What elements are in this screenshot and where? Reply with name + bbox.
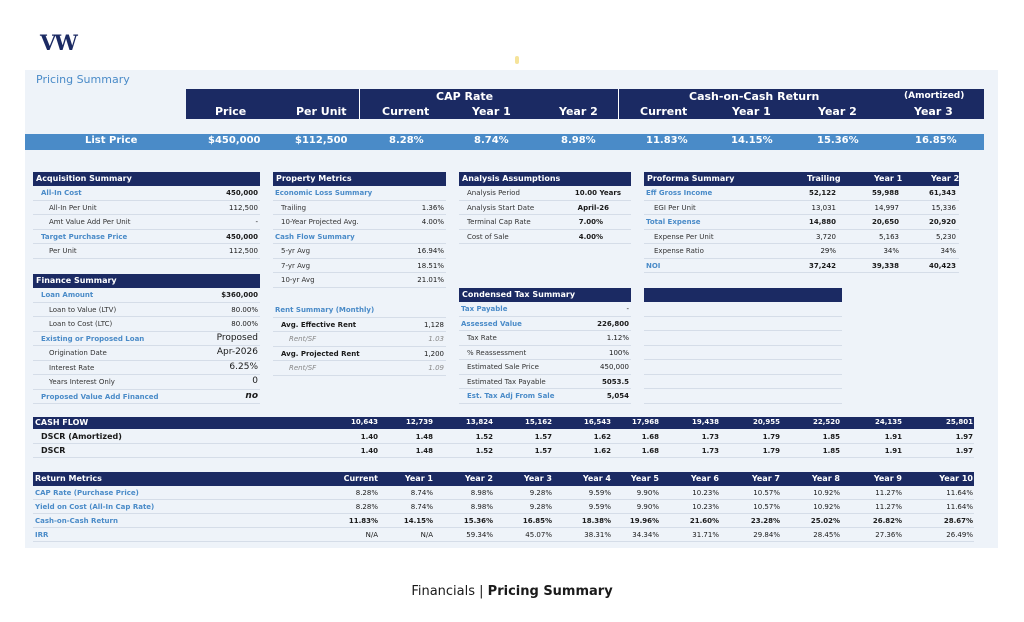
- rent-summary: [273, 303, 446, 376]
- dscr-value: 1.91: [884, 447, 902, 455]
- row-label: Existing or Proposed Loan: [41, 334, 145, 343]
- row-label: Terminal Cap Rate: [467, 218, 531, 226]
- blank-row: [644, 331, 842, 346]
- accent-mark: [515, 56, 519, 64]
- dscr-value: 1.91: [884, 433, 902, 441]
- return-metric-value: 11.64%: [946, 503, 973, 511]
- return-metric-value: 16.85%: [522, 517, 552, 525]
- list-price-value: $450,000: [208, 135, 261, 146]
- proforma-title: Proforma Summary: [647, 174, 735, 183]
- row-value: 52,122: [808, 189, 836, 197]
- row-label: Loan Amount: [41, 291, 94, 299]
- return-metric-value: 14.15%: [403, 517, 433, 525]
- row-value: 20,920: [928, 218, 956, 226]
- cash-flow-value: 13,824: [465, 418, 493, 426]
- cash-flow-value: 10,643: [350, 418, 378, 426]
- return-metric-value: 11.83%: [348, 517, 378, 525]
- row-label: Economic Loss Summary: [275, 189, 373, 197]
- footer-page: Pricing Summary: [487, 584, 613, 599]
- row-value: 1.03: [428, 335, 444, 343]
- dscr-value: 1.68: [641, 433, 659, 441]
- row-value: $360,000: [221, 291, 258, 299]
- return-metric-value: 9.28%: [529, 503, 552, 511]
- return-metric-value: 9.90%: [636, 503, 659, 511]
- blank-summary: [644, 288, 842, 404]
- company-logo: VW: [40, 30, 76, 55]
- coc-group-label: Cash-on-Cash Return: [689, 90, 820, 103]
- row-label: DSCR: [41, 446, 66, 455]
- property-metrics: [273, 172, 446, 288]
- list-price-row: [25, 134, 984, 150]
- return-metric-value: 11.27%: [875, 489, 902, 497]
- return-metric-column: Year 4: [582, 474, 611, 483]
- row-value: 16.94%: [417, 247, 444, 255]
- row-label: Expense Per Unit: [654, 232, 714, 241]
- divider: [618, 89, 619, 119]
- dscr-value: 1.73: [701, 433, 719, 441]
- row-value: 100%: [608, 348, 629, 357]
- row-label: Trailing: [281, 203, 307, 212]
- dscr-value: 1.40: [360, 433, 378, 441]
- dscr-value: 1.97: [955, 447, 973, 455]
- row-label: Avg. Effective Rent: [281, 320, 357, 329]
- return-metric-value: 10.57%: [753, 503, 780, 511]
- dscr-value: 1.48: [415, 433, 433, 441]
- cash-flow-value: 22,520: [812, 418, 840, 426]
- row-label: 7-yr Avg: [281, 261, 311, 270]
- row-label: Tax Rate: [467, 334, 497, 342]
- row-value: 80.00%: [231, 305, 258, 314]
- col-per-unit: Per Unit: [296, 105, 347, 118]
- return-metric-value: 23.28%: [750, 517, 780, 525]
- row-value: 6.25%: [229, 361, 258, 372]
- row-label: Amt Value Add Per Unit: [49, 218, 131, 226]
- row-label: Analysis Start Date: [467, 203, 535, 212]
- dscr-value: 1.57: [534, 433, 552, 441]
- return-metric-value: 18.38%: [581, 517, 611, 525]
- row-value: 112,500: [229, 247, 258, 255]
- row-value: 5053.5: [601, 377, 629, 386]
- row-label: Loan to Cost (LTC): [49, 320, 113, 328]
- analysis-assumptions: [459, 172, 631, 244]
- section-title: Analysis Assumptions: [459, 172, 631, 186]
- row-label: Rent/SF: [289, 364, 317, 372]
- section-title: Property Metrics: [273, 172, 446, 186]
- section-title: Acquisition Summary: [33, 172, 260, 186]
- list-price-label: List Price: [85, 135, 138, 146]
- cash-flow-value: 17,968: [631, 418, 659, 426]
- dscr-amortized-row: [33, 430, 974, 444]
- page-footer: [0, 584, 1024, 599]
- row-value: 450,000: [600, 363, 629, 371]
- row-label: % Reassessment: [467, 348, 527, 357]
- return-metric-value: 26.82%: [872, 517, 902, 525]
- finance-summary: [33, 274, 260, 404]
- return-metric-value: 8.28%: [355, 503, 378, 511]
- page-title: Pricing Summary: [36, 73, 130, 86]
- blank-row: [644, 375, 842, 390]
- return-metric-value: 8.28%: [355, 489, 378, 497]
- dscr-value: 1.79: [762, 447, 780, 455]
- row-label: 10-Year Projected Avg.: [281, 218, 359, 226]
- row-label: DSCR (Amortized): [41, 432, 122, 441]
- section-title: [644, 288, 842, 302]
- cap-current-value: 8.28%: [389, 135, 424, 146]
- irr-row: [33, 528, 974, 542]
- blank-row: [644, 389, 842, 404]
- row-label: CAP Rate (Purchase Price): [35, 489, 139, 497]
- coc-year3-value: 16.85%: [915, 135, 957, 146]
- list-price-per-unit: $112,500: [295, 135, 348, 146]
- return-metric-column: Year 10: [939, 474, 973, 483]
- return-metric-column: Year 3: [523, 474, 552, 483]
- cash-flow-value: 20,955: [752, 418, 780, 426]
- yield-on-cost-row: [33, 500, 974, 514]
- return-metric-value: 45.07%: [525, 531, 552, 539]
- row-label: Avg. Projected Rent: [281, 349, 360, 358]
- row-value: 450,000: [226, 232, 258, 241]
- return-metric-value: 27.36%: [875, 531, 902, 539]
- cash-flow-value: 19,438: [691, 418, 719, 426]
- row-label: All-In Per Unit: [49, 203, 97, 212]
- col-year1: Year 1: [874, 174, 903, 183]
- row-value: -: [255, 218, 258, 226]
- row-value: 10.00 Years: [574, 189, 621, 197]
- cap-rate-row: [33, 486, 974, 500]
- blank-row: [644, 360, 842, 375]
- return-metric-value: 10.23%: [692, 489, 719, 497]
- dscr-row: [33, 444, 974, 458]
- row-label: Yield on Cost (All-In Cap Rate): [35, 503, 155, 511]
- blank-row: [644, 302, 842, 317]
- return-metric-value: 21.60%: [689, 517, 719, 525]
- return-metric-column: Year 2: [464, 474, 493, 483]
- return-metric-value: 8.98%: [470, 503, 493, 511]
- cap-year1-value: 8.74%: [474, 135, 509, 146]
- cash-flow-value: 15,162: [524, 418, 552, 426]
- return-metric-value: 19.96%: [629, 517, 659, 525]
- col-cap-current: Current: [382, 105, 430, 118]
- acquisition-summary: [33, 172, 260, 259]
- row-label: Expense Ratio: [654, 247, 704, 255]
- dscr-value: 1.40: [360, 447, 378, 455]
- row-value: 59,988: [871, 189, 899, 197]
- return-metric-value: 9.59%: [588, 489, 611, 497]
- col-coc-year3: Year 3: [914, 105, 953, 118]
- row-label: 5-yr Avg: [281, 247, 311, 255]
- row-value: 0: [252, 376, 258, 386]
- row-label: Proposed Value Add Financed: [41, 392, 159, 401]
- row-value: 34%: [940, 247, 956, 255]
- return-metric-value: 28.67%: [943, 517, 973, 525]
- row-value: no: [245, 390, 258, 401]
- return-metric-value: 29.84%: [753, 531, 780, 539]
- tax-summary: [459, 288, 631, 404]
- coc-year1-value: 14.15%: [731, 135, 773, 146]
- col-price: Price: [215, 105, 247, 118]
- row-value: 29%: [820, 247, 836, 255]
- blank-row: [644, 317, 842, 332]
- row-value: 1,128: [423, 320, 444, 329]
- row-value: 34%: [883, 247, 899, 255]
- return-metric-value: 11.27%: [875, 503, 902, 511]
- return-metric-value: 10.57%: [753, 489, 780, 497]
- row-value: 39,338: [871, 261, 899, 270]
- dscr-value: 1.52: [475, 447, 493, 455]
- row-value: 18.51%: [417, 261, 444, 270]
- return-metric-value: 25.02%: [810, 517, 840, 525]
- row-label: Estimated Sale Price: [467, 363, 539, 371]
- return-metric-value: N/A: [365, 531, 378, 539]
- dscr-value: 1.62: [593, 433, 611, 441]
- return-metric-value: 8.74%: [410, 503, 433, 511]
- row-value: 5,230: [935, 232, 956, 241]
- return-metric-value: 10.23%: [692, 503, 719, 511]
- return-metric-column: Year 6: [690, 474, 719, 483]
- row-label: 10-yr Avg: [281, 276, 315, 284]
- row-value: 450,000: [226, 189, 258, 197]
- row-value: 1.12%: [606, 334, 629, 342]
- row-label: Cost of Sale: [467, 232, 509, 241]
- return-metric-column: Year 7: [751, 474, 780, 483]
- row-label: Loan to Value (LTV): [49, 305, 117, 314]
- coc-return-row: [33, 514, 974, 528]
- return-metric-column: Year 1: [404, 474, 433, 483]
- coc-current-value: 11.83%: [646, 135, 688, 146]
- dscr-value: 1.62: [593, 447, 611, 455]
- blank-row: [644, 346, 842, 361]
- row-value: 5,054: [606, 392, 629, 400]
- return-metric-value: 9.59%: [588, 503, 611, 511]
- col-coc-year2: Year 2: [818, 105, 857, 118]
- cash-flow-value: 25,801: [945, 418, 973, 426]
- row-value: 7.00%: [578, 218, 603, 226]
- row-label: Rent/SF: [289, 335, 317, 343]
- row-value: 80.00%: [231, 320, 258, 328]
- dscr-value: 1.85: [822, 447, 840, 455]
- dscr-value: 1.68: [641, 447, 659, 455]
- row-value: 4.00%: [421, 218, 444, 226]
- row-label: Analysis Period: [467, 189, 520, 197]
- col-cap-year1: Year 1: [472, 105, 511, 118]
- row-value: 61,343: [928, 189, 956, 197]
- return-metric-value: 15.36%: [463, 517, 493, 525]
- row-label: Cash-on-Cash Return: [35, 517, 118, 525]
- amortized-label: (Amortized): [904, 91, 965, 101]
- row-label: Target Purchase Price: [41, 232, 128, 241]
- return-metric-value: 59.34%: [466, 531, 493, 539]
- cash-flow-title: CASH FLOW: [35, 418, 89, 427]
- dscr-value: 1.73: [701, 447, 719, 455]
- row-label: Origination Date: [49, 349, 107, 357]
- return-metric-value: 8.98%: [470, 489, 493, 497]
- section-title: Condensed Tax Summary: [459, 288, 631, 302]
- row-label: IRR: [35, 531, 49, 539]
- section-title: Rent Summary (Monthly): [275, 306, 375, 314]
- return-metric-column: Year 9: [873, 474, 902, 483]
- row-label: Total Expense: [646, 218, 701, 226]
- row-label: Tax Payable: [461, 305, 508, 313]
- return-metric-value: 10.92%: [813, 503, 840, 511]
- return-metric-value: 34.34%: [632, 531, 659, 539]
- dscr-value: 1.97: [955, 433, 973, 441]
- row-label: Estimated Tax Payable: [467, 377, 546, 386]
- cap-year2-value: 8.98%: [561, 135, 596, 146]
- proforma-summary: [644, 172, 959, 273]
- footer-section: Financials |: [411, 584, 484, 599]
- row-value: 1,200: [423, 349, 444, 358]
- row-value: 13,031: [811, 203, 836, 212]
- col-coc-current: Current: [640, 105, 688, 118]
- row-value: 21.01%: [417, 276, 444, 284]
- row-value: 14,880: [808, 218, 836, 226]
- cash-flow-value: 24,135: [874, 418, 902, 426]
- row-value: 226,800: [597, 319, 629, 328]
- pricing-header: [186, 89, 984, 119]
- row-label: Assessed Value: [461, 319, 522, 328]
- row-label: Interest Rate: [49, 363, 95, 372]
- return-metric-column: Current: [343, 474, 378, 483]
- return-metric-value: 9.28%: [529, 489, 552, 497]
- cap-rate-group-label: CAP Rate: [436, 90, 494, 103]
- row-value: 1.36%: [421, 203, 444, 212]
- return-metric-value: 9.90%: [636, 489, 659, 497]
- return-metric-value: N/A: [420, 531, 433, 539]
- return-metrics-title: Return Metrics: [35, 474, 102, 483]
- row-value: Apr-2026: [216, 347, 258, 357]
- row-value: 4.00%: [578, 232, 603, 241]
- row-value: -: [626, 305, 629, 313]
- return-metric-value: 10.92%: [813, 489, 840, 497]
- return-metric-value: 31.71%: [692, 531, 719, 539]
- row-label: Eff Gross Income: [646, 189, 713, 197]
- row-value: Proposed: [216, 332, 258, 343]
- dscr-value: 1.79: [762, 433, 780, 441]
- col-cap-year2: Year 2: [559, 105, 598, 118]
- section-title: Finance Summary: [33, 274, 260, 288]
- dscr-value: 1.52: [475, 433, 493, 441]
- divider: [359, 89, 360, 119]
- row-label: Cash Flow Summary: [275, 232, 355, 241]
- col-coc-year1: Year 1: [732, 105, 771, 118]
- cash-flow-header: [33, 417, 974, 429]
- dscr-value: 1.85: [822, 433, 840, 441]
- row-value: 5,163: [878, 232, 899, 241]
- dscr-value: 1.48: [415, 447, 433, 455]
- return-metric-value: 28.45%: [813, 531, 840, 539]
- return-metrics-header: [33, 472, 974, 486]
- return-metric-column: Year 8: [811, 474, 840, 483]
- dscr-value: 1.57: [534, 447, 552, 455]
- return-metric-column: Year 5: [630, 474, 659, 483]
- row-label: Per Unit: [49, 247, 77, 255]
- return-metric-value: 8.74%: [410, 489, 433, 497]
- row-value: April-26: [577, 203, 609, 212]
- return-metric-value: 26.49%: [946, 531, 973, 539]
- row-label: NOI: [646, 261, 661, 270]
- cash-flow-value: 12,739: [405, 418, 433, 426]
- section-title: [644, 172, 959, 186]
- row-label: EGI Per Unit: [654, 203, 696, 212]
- row-value: 3,720: [815, 232, 836, 241]
- row-label: All-In Cost: [41, 189, 82, 197]
- row-value: 1.09: [428, 364, 444, 372]
- row-label: Years Interest Only: [49, 378, 115, 386]
- row-value: 20,650: [871, 218, 899, 226]
- coc-year2-value: 15.36%: [817, 135, 859, 146]
- col-year2: Year 2: [931, 174, 960, 183]
- row-value: 112,500: [229, 203, 258, 212]
- return-metric-value: 11.64%: [946, 489, 973, 497]
- row-value: 37,242: [808, 261, 836, 270]
- col-trailing: Trailing: [807, 174, 841, 183]
- row-value: 14,997: [874, 203, 899, 212]
- row-value: 15,336: [931, 203, 956, 212]
- return-metric-value: 38.31%: [584, 531, 611, 539]
- cash-flow-value: 16,543: [583, 418, 611, 426]
- row-value: 40,423: [928, 261, 956, 270]
- row-label: Est. Tax Adj From Sale: [467, 392, 555, 400]
